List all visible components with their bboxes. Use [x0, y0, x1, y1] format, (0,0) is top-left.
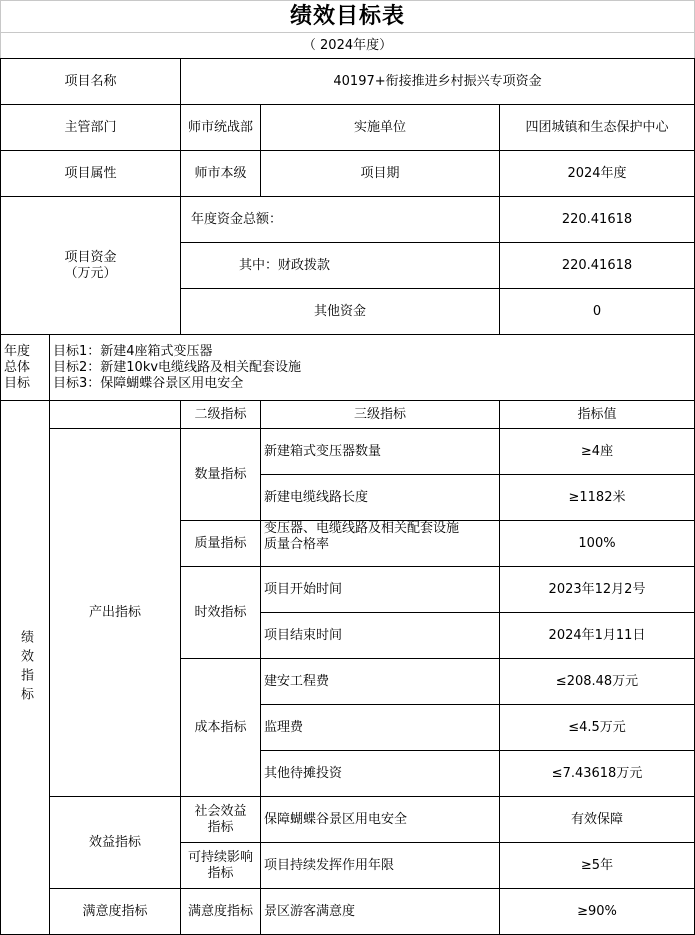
funds-fiscal-value: 220.41618	[499, 242, 695, 289]
header-value: 指标值	[499, 400, 695, 429]
indicator-value: ≤7.43618万元	[499, 750, 695, 797]
level3-row: 新建电缆线路长度	[260, 474, 500, 521]
level2-sustain-line2: 指标	[207, 865, 234, 881]
dept-label: 主管部门	[0, 104, 181, 151]
level2-satisfaction: 满意度指标	[180, 888, 261, 935]
period-value: 2024年度	[499, 150, 695, 197]
level3-row: 保障蝴蝶谷景区用电安全	[260, 796, 500, 843]
funds-label-line2: （万元）	[64, 265, 117, 281]
level3-row: 其他待摊投资	[260, 750, 500, 797]
project-name-label: 项目名称	[0, 58, 181, 105]
goal-item: 目标3：保障蝴蝶谷景区用电安全	[53, 375, 244, 391]
indicators-section-text: 绩效指标	[18, 629, 33, 706]
indicators-section-label	[0, 400, 50, 935]
level3-row-line1: 变压器、电缆线路及相关配套设施	[264, 521, 460, 536]
level1-output: 产出指标	[49, 428, 181, 797]
goals-list	[49, 334, 695, 401]
indicator-value: 有效保障	[499, 796, 695, 843]
attr-label: 项目属性	[0, 150, 181, 197]
funds-label	[0, 196, 181, 335]
indicator-value: ≤4.5万元	[499, 704, 695, 751]
level3-row: 项目开始时间	[260, 566, 500, 613]
indicator-value: 2024年1月11日	[499, 612, 695, 659]
level2-quality: 质量指标	[180, 520, 261, 567]
indicator-value: ≤208.48万元	[499, 658, 695, 705]
dept-value: 师市统战部	[180, 104, 261, 151]
indicator-value: 2023年12月2号	[499, 566, 695, 613]
level3-row: 景区游客满意度	[260, 888, 500, 935]
indicator-value: 100%	[499, 520, 695, 567]
level2-cost: 成本指标	[180, 658, 261, 797]
project-name-value: 40197+衔接推进乡村振兴专项资金	[180, 58, 695, 105]
header-level2: 二级指标	[180, 400, 261, 429]
funds-total-label: 年度资金总额：	[180, 196, 500, 243]
goals-label-line: 目标	[4, 375, 31, 391]
level3-row: 项目结束时间	[260, 612, 500, 659]
indicator-value: ≥5年	[499, 842, 695, 889]
goals-label-line: 总体	[4, 359, 31, 375]
level2-social-line2: 指标	[207, 819, 234, 835]
level2-timeliness: 时效指标	[180, 566, 261, 659]
goals-label-line: 年度	[4, 343, 31, 359]
level2-sustainability	[180, 842, 261, 889]
period-label: 项目期	[260, 150, 500, 197]
goal-item: 目标2：新建10kv电缆线路及相关配套设施	[53, 359, 302, 375]
goal-item: 目标1：新建4座箱式变压器	[53, 343, 213, 359]
impl-value: 四团城镇和生态保护中心	[499, 104, 695, 151]
level3-row: 监理费	[260, 704, 500, 751]
page-title: 绩效目标表	[0, 0, 695, 33]
year-subtitle: （ 2024年度）	[0, 33, 695, 58]
impl-label: 实施单位	[260, 104, 500, 151]
level3-row: 新建箱式变压器数量	[260, 428, 500, 475]
funds-fiscal-label: 其中：财政拨款	[180, 242, 500, 289]
goals-label	[0, 334, 50, 401]
header-level3: 三级指标	[260, 400, 500, 429]
level2-sustain-line1: 可持续影响	[187, 849, 253, 865]
level1-benefit: 效益指标	[49, 796, 181, 889]
level1-satisfaction: 满意度指标	[49, 888, 181, 935]
funds-other-label: 其他资金	[180, 288, 500, 335]
indicator-value: ≥4座	[499, 428, 695, 475]
level3-row-line2: 质量合格率	[264, 537, 330, 552]
level2-social-benefit	[180, 796, 261, 843]
level3-row	[260, 520, 500, 567]
indicator-value: ≥1182米	[499, 474, 695, 521]
funds-label-line1: 项目资金	[64, 249, 117, 265]
header-level1-empty	[49, 400, 181, 429]
funds-total-value: 220.41618	[499, 196, 695, 243]
level3-row: 项目持续发挥作用年限	[260, 842, 500, 889]
indicator-value: ≥90%	[499, 888, 695, 935]
attr-value: 师市本级	[180, 150, 261, 197]
funds-other-value: 0	[499, 288, 695, 335]
level2-social-line1: 社会效益	[194, 803, 247, 819]
level3-row: 建安工程费	[260, 658, 500, 705]
level2-quantity: 数量指标	[180, 428, 261, 521]
